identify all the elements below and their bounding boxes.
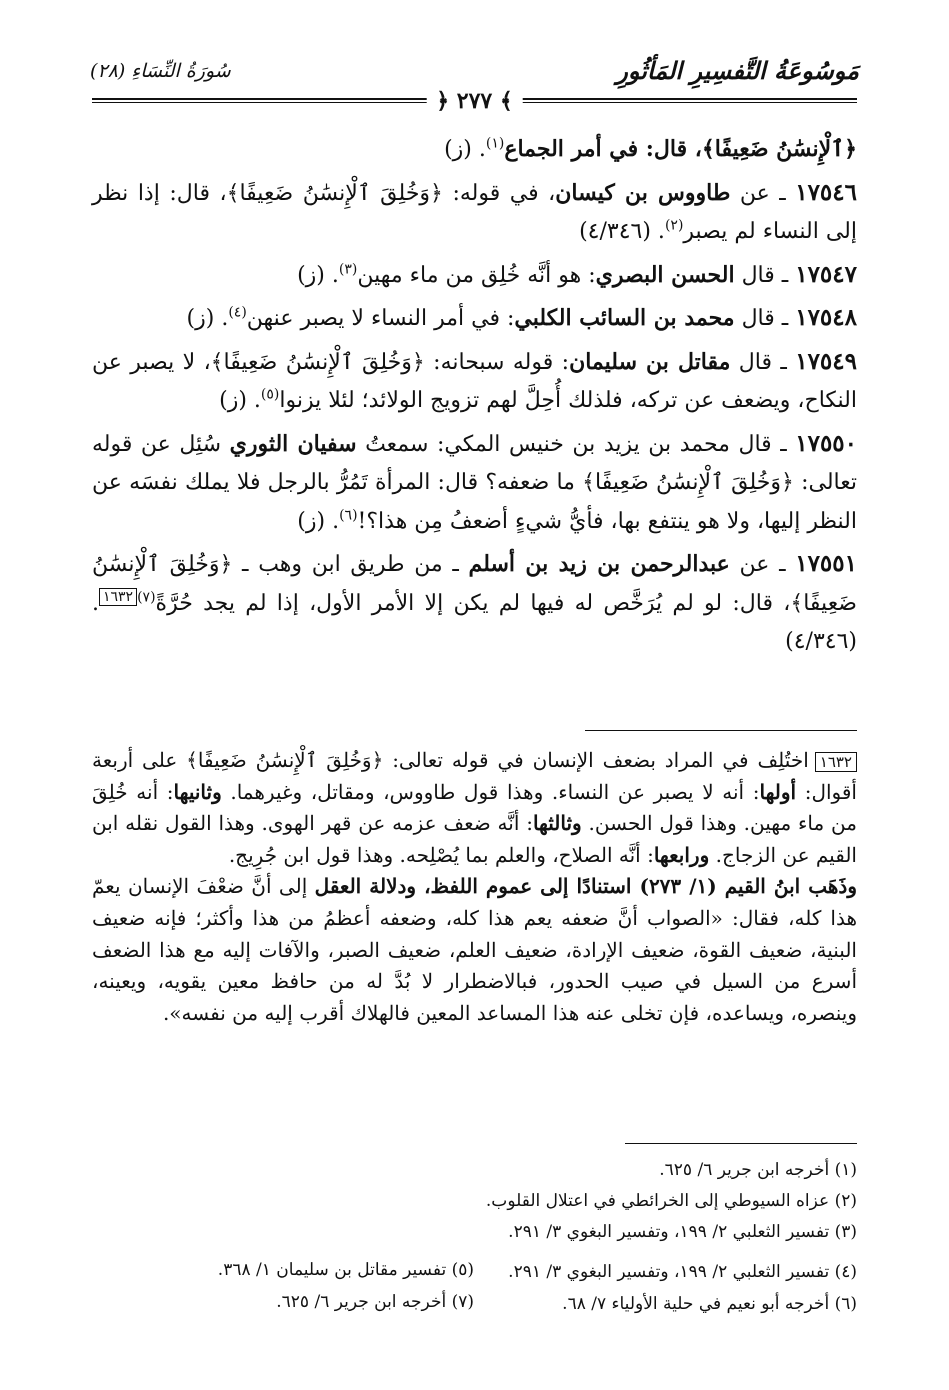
narrator-name: سفيان الثوري (229, 430, 357, 457)
entry-number: ١٧٥٤٩ (795, 347, 857, 375)
footnote-marker[interactable]: (٧) (137, 589, 156, 606)
entry-pre: ـ قال (734, 306, 789, 331)
footnote-7: (٧) أخرجه ابن جرير ٦/ ٦٢٥. (276, 1292, 474, 1312)
entry-number: ١٧٥٥١ (795, 550, 857, 577)
narrator-name: مقاتل بن سليمان (569, 348, 731, 375)
entry-text: ، في قوله: ﴿وَخُلِقَ ٱلْإِنسَٰنُ ضَعِيفًا﴾، قال: إذا نظر إلى النساء لم يصبر (92, 180, 857, 244)
commentary-text: إلى أنَّ ضعْفَ الإنسان يعمّ هذا كله، فقال: «الصواب أنَّ ضعفه يعم هذا كله، وضعفه أعظمُ من هذا وأكثر؛ فإنه ضعيف البنية، ضعيف القوة، ضعيف الإرادة، ضعيف العلم، ضعيف الصبر، والآفات إليه مع هذا الضعف أسرع من السيل في صيب الحدور، فبالاضطرار لا بُدَّ له من حافظ معين يقويه، ويعينه، وينصره، ويساعده، فإن تخلى عنه هذا المساعد المعين فالهلاك أقرب إليه من نفسه». (92, 874, 857, 1025)
entry-text: سُئِل عن قوله تعالى: ﴿وَخُلِقَ ٱلْإِنسَٰنُ ضَعِيفًا﴾ ما ضعفه؟ قال: المرأة تَمُرُّ بالرجل فلا يملك نفسَه عن النظر إليها، ولا هو ينتفع بها، فأيُّ شيءٍ أضعفُ مِن هذا؟! (92, 431, 857, 534)
surah-title: سُورَةُ النِّسَاءِ (٢٨) (90, 60, 231, 82)
commentary-bold: أولها (759, 779, 797, 804)
entry-pre: ـ قال (734, 262, 789, 288)
commentary-text: اختُلِف في المراد بضعف الإنسان في قوله تعالى: ﴿وَخُلِقَ ٱلْإِنسَٰنُ ضَعِيفًا﴾ على أربعة أقوال: (92, 748, 857, 804)
footnote-1: (١) أخرجه ابن جرير ٦/ ٦٢٥. (659, 1160, 857, 1180)
entry-17550 (92, 425, 857, 542)
commentary-bold: ورابعها (653, 842, 710, 867)
page-number: ﴿ ٢٧٧ ﴾ (426, 88, 523, 114)
commentary-bold: وثالثها (532, 811, 582, 836)
entry-number: ١٧٥٤٦ (795, 178, 857, 206)
entry-tail: . (ز) (444, 137, 486, 162)
entry-17546 (92, 174, 857, 252)
footnote-marker[interactable]: (٣) (338, 261, 358, 278)
entry-tail: . (ز) (186, 306, 229, 331)
page-header (90, 52, 859, 92)
narrator-name: طاووس بن كيسان (555, 179, 731, 206)
entry-pre: ـ قال (730, 349, 787, 375)
entry-text: : قوله سبحانه: ﴿وَخُلِقَ ٱلْإِنسَٰنُ ضَعِيفًا﴾، لا يصبر عن النكاح، ويضعف عن تركه، فلذلك أُحِلَّ لهم تزويج الولائد؛ لئلا يزنوا (92, 349, 857, 413)
entry-pre: ـ عن (730, 180, 786, 206)
narrator-name: الحسن البصري (595, 261, 735, 288)
narrator-name: عبدالرحمن بن زيد بن أسلم (468, 551, 730, 577)
commentary-text: : أنه خُلِقَ من ماء مهين. وهذا قول الحسن. (92, 779, 857, 836)
entry-text: ـ من طريق ابن وهب ـ ﴿وَخُلِقَ ٱلْإِنسَٰنُ ضَعِيفًا﴾، قال: لو لم يُرَخَّص له فيها لم يكن إلا الأمر الأول، إذا لم يجد حُرَّةً (92, 552, 857, 616)
commentary-text: : أنه لا يصبر عن النساء. وهذا قول طاووس، ومقاتل، وغيرهما. (221, 779, 760, 804)
entry-text: : في أمر النساء لا يصبر عنهن (246, 306, 515, 331)
entry-number: ١٧٥٥٠ (795, 429, 858, 457)
entry-number: ١٧٥٤٨ (795, 304, 857, 331)
footnote-marker[interactable]: (٢) (664, 217, 684, 234)
entry-tail: . (٤/٣٤٦) (92, 590, 857, 654)
entry-pre: ـ قال محمد بن يزيد بن خنيس المكي: سمعتُ (356, 431, 787, 457)
commentary-bold: وثانيها (173, 779, 222, 804)
entry-17548 (92, 299, 857, 339)
entry-number: ١٧٥٤٧ (795, 260, 857, 288)
entry-17547 (92, 256, 857, 296)
entry-continuation (92, 130, 857, 170)
book-title: مَوسُوعَةُ التَّفسِيرِ المَأثُورِ (616, 56, 859, 85)
commentary-paragraph-2 (92, 871, 857, 1029)
footnote-5: (٥) تفسير مقاتل بن سليمان ١/ ٣٦٨. (217, 1260, 474, 1280)
entry-tail: . (ز) (297, 508, 340, 534)
commentary-text: : أنَّه ضعف عزمه عن قهر الهوى. وهذا القول نقله ابن القيم عن الزجاج. (92, 811, 857, 867)
footnote-marker[interactable]: (٦) (339, 507, 358, 524)
entry-text: : هو أنَّه خُلِق من ماء مهين (357, 262, 596, 288)
footnote-marker[interactable]: (١) (485, 135, 505, 152)
entry-tail: . (٤/٣٤٦) (579, 219, 665, 244)
entry-pre: ـ عن (729, 552, 786, 577)
footnote-marker[interactable]: (٤) (228, 304, 247, 321)
footnote-marker[interactable]: (٥) (260, 386, 280, 403)
commentary (92, 745, 857, 1029)
entry-17551 (92, 545, 857, 662)
footnote-separator (625, 1143, 857, 1144)
footnote-3: (٣) تفسير الثعلبي ٢/ ١٩٩، وتفسير البغوي ٣/ ٢٩١. (508, 1222, 857, 1242)
commentary-bold: وذَهَب ابنُ القيم (١/ ٢٧٣) استنادًا إلى عموم اللفظ، ودلالة العقل (314, 874, 857, 899)
entry-tail: . (ز) (297, 262, 339, 288)
entry-text: ﴿ٱلْإِنسَٰنُ ضَعِيفًا﴾، قال: في أمر الجماع (504, 136, 857, 162)
commentary-number-box: ١٦٣٢ (815, 752, 857, 772)
footnote-6: (٦) أخرجه أبو نعيم في حلية الأولياء ٧/ ٦٨. (562, 1294, 857, 1314)
commentary-ref-box[interactable]: ١٦٣٢ (99, 588, 137, 606)
commentary-separator (585, 730, 857, 731)
entry-tail: . (ز) (219, 388, 261, 413)
main-text (92, 130, 857, 666)
footnote-2: (٢) عزاه السيوطي إلى الخرائطي في اعتلال القلوب. (485, 1191, 857, 1211)
commentary-text: : أنَّه الصلاح، والعلم بما يُصْلِحه. وهذا قول ابن جُرِيج. (228, 842, 654, 867)
entry-17549 (92, 343, 857, 421)
commentary-paragraph-1 (92, 745, 857, 871)
narrator-name: محمد بن السائب الكلبي (514, 305, 735, 331)
footnote-4: (٤) تفسير الثعلبي ٢/ ١٩٩، وتفسير البغوي ٣/ ٢٩١. (508, 1262, 857, 1282)
